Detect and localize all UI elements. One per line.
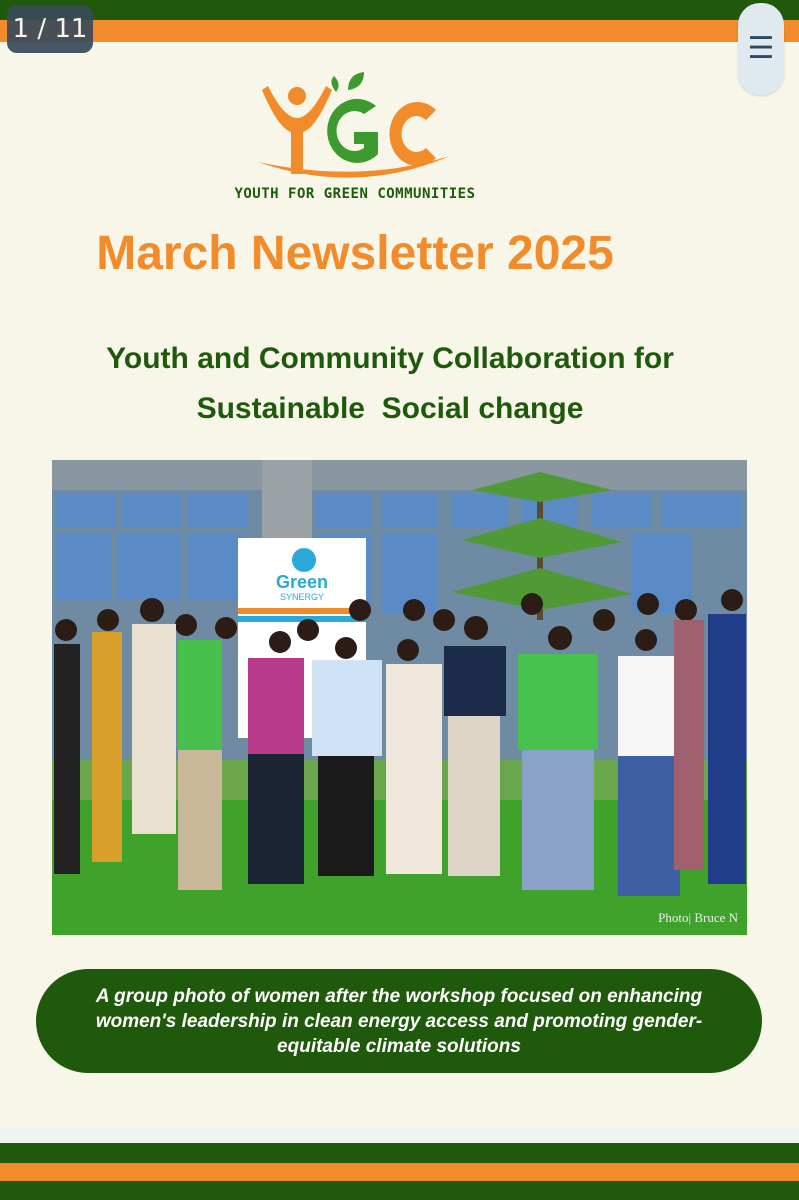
hamburger-menu-icon: ☰ (747, 31, 775, 66)
banner-text-green: Green (275, 572, 329, 592)
photo-caption-text: A group photo of women after the workshop focused on enhancing women's leadership in clean energy access and promoting gender-equitable climate solutions (95, 985, 703, 1057)
logo-leaf-icon-2 (331, 76, 338, 92)
page-counter: 1 / 11 (7, 5, 93, 53)
building-windows (56, 494, 742, 614)
newsletter-title: March Newsletter 2025 (96, 227, 614, 280)
bottom-light-band (0, 1128, 799, 1143)
photo-caption-box (36, 969, 762, 1073)
group-photo-illustration (52, 460, 747, 935)
logo-person-head (288, 87, 306, 105)
logo-leaf-icon (348, 72, 364, 90)
bottom-green-band (0, 1143, 799, 1163)
banner-text-synergy: SYNERGY (279, 592, 325, 602)
top-green-band (0, 0, 799, 20)
photo-credit: Photo| Bruce N (658, 910, 738, 925)
newsletter-subtitle (80, 334, 700, 434)
logo-letter-c (389, 102, 436, 166)
logo-letter-g (327, 99, 378, 163)
menu-button[interactable] (738, 3, 784, 95)
group-photo (52, 460, 747, 935)
subtitle-line-2: Sustainable Social change (196, 392, 584, 425)
bottom-orange-band (0, 1163, 799, 1181)
top-orange-band (0, 20, 799, 42)
bottom-green-band-2 (0, 1181, 799, 1200)
subtitle-line-1: Youth and Community Collaboration for (106, 342, 674, 375)
logo-tagline: YOUTH FOR GREEN COMMUNITIES (234, 186, 476, 202)
